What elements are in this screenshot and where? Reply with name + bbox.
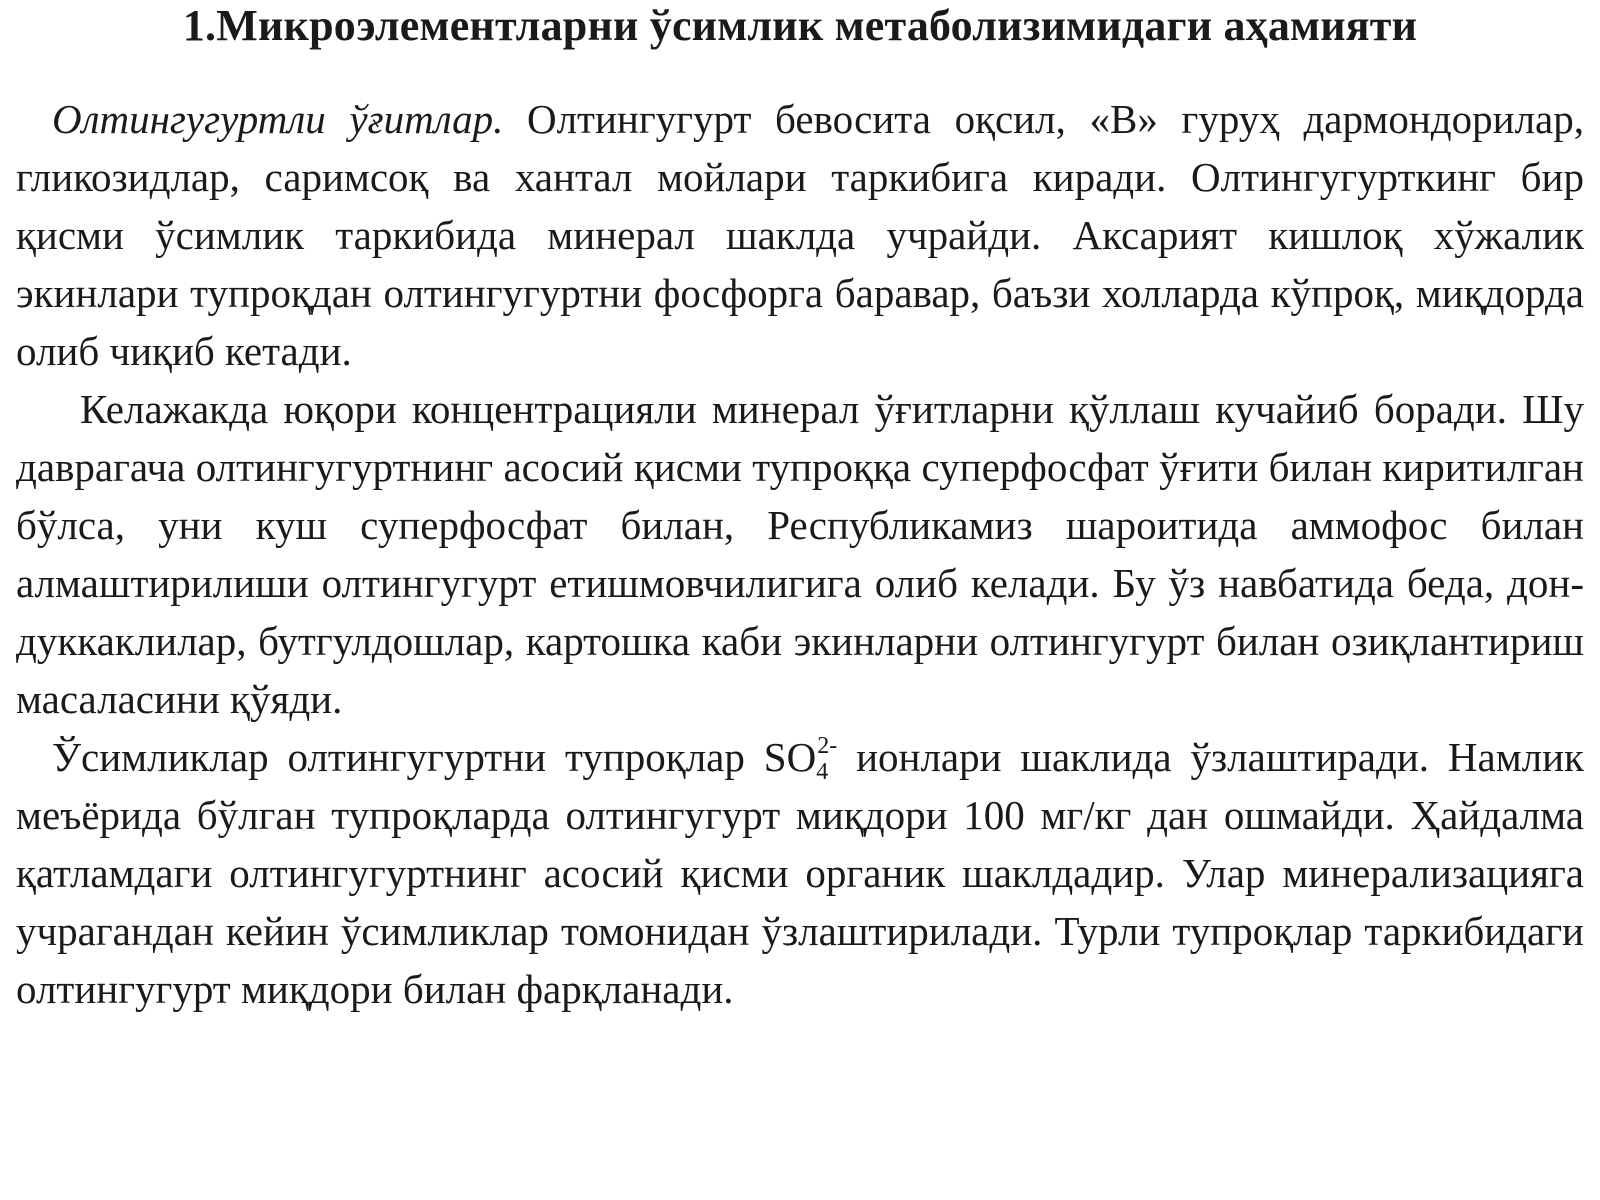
document-title: 1.Микроэлементларни ўсимлик метаболизимидаги аҳамияти [182, 1, 1418, 50]
paragraph-future-fertilizers [16, 380, 1584, 728]
sulfate-ion-formula [763, 733, 838, 785]
paragraph-sulfur-fertilizers [16, 90, 1584, 380]
formula-subscript: 4 [816, 759, 829, 785]
formula-base: SO [763, 734, 817, 780]
formula-superscript: 2- [817, 733, 838, 759]
paragraph-body-text: Олтингугурт бевосита оқсил, «В» гуруҳ дармондорилар, гликозидлар, саримсоқ ва хантал мойлари таркибига киради. Олтингугурткинг бир қисми ўсимлик таркибида минерал шаклда учрайди. Аксарият кишлоқ хўжалик экинлари тупроқдан олтингугуртни фосфорга баравар, баъзи холларда кўпроқ, миқдорда олиб чиқиб кетади. [16, 96, 1584, 374]
paragraph-body-text: Келажакда юқори концентрацияли минерал ўғитларни қўллаш кучайиб боради. Шу даврагача олтингугуртнинг асосий қисми тупроққа суперфосфат ўғити билан киритилган бўлса, уни куш суперфосфат билан, Республикамиз шароитида аммофос билан алмаштирилиши олтингугурт етишмовчилигига олиб келади. Бу ўз навбатида беда, дон-дуккаклилар, бутгулдошлар, картошка каби экинларни олтингугурт билан озиқлантириш масаласини қўяди. [16, 386, 1584, 722]
paragraph-text-after-formula: ионлари шаклида ўзлаштиради. Намлик меъёрида бўлган тупроқларда олтингугурт миқдори 100 мг/кг дан ошмайди. Ҳайдалма қатламдаги олтингугуртнинг асосий қисми органик шаклдадир. Улар минерализацияга учрагандан кейин ўсимликлар томонидан ўзлаштирилади. Турли тупроқлар таркибидаги олтингугурт миқдори билан фарқланади. [16, 734, 1584, 1012]
paragraph-sulfur-uptake [16, 728, 1584, 1018]
paragraph-lead-italic: Олтингугуртли ўғитлар. [52, 96, 504, 142]
paragraph-text-before-formula: Ўсимликлар олтингугуртни тупроқлар [52, 734, 764, 780]
